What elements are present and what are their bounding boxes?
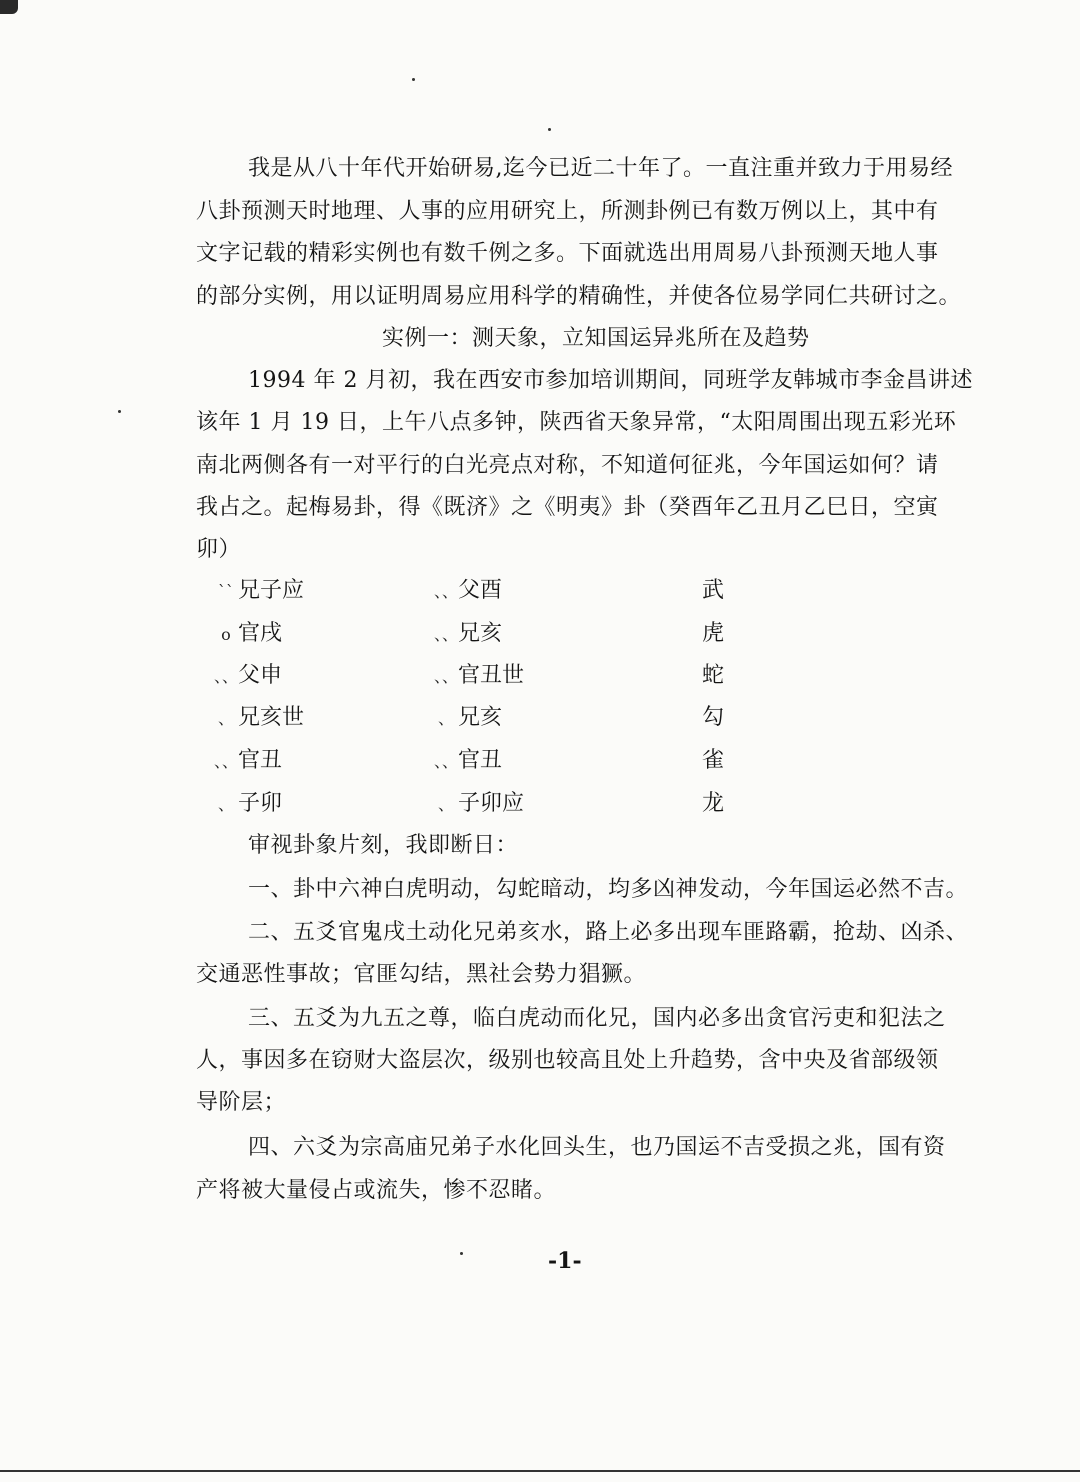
story-line: 卯） [196,537,242,562]
section-title: 实例一：测天象，立知国运异兆所在及趋势 [382,326,810,351]
hexagram-left-cell [214,703,304,734]
hexagram-mid-cell [434,703,502,734]
scan-corner-mark [0,0,18,14]
bottom-rule [0,1470,1080,1472]
hexagram-spirit: 勾 [702,705,725,730]
story-line: 1994 年 2 月初，我在西安市参加培训期间，同班学友韩城市李金昌讲述 [248,368,973,393]
hexagram-left-text: 官戌 [238,621,283,646]
hexagram-spirit: 武 [702,578,725,603]
story-line: 该年 1 月 19 日，上午八点多钟，陕西省天象异常，“太阳周围出现五彩光环 [196,410,957,435]
judgement-line: 四、六爻为宗高庙兄弟子水化回头生，也乃国运不吉受损之兆，国有资 [248,1135,946,1160]
yao-mark: 、、 [214,752,239,771]
hexagram-left-cell [214,746,282,777]
scan-speck [460,1252,463,1255]
story-line: 南北两侧各有一对平行的白光亮点对称，不知道何征兆，今年国运如何？请 [196,453,939,478]
hexagram-mid-cell [434,746,502,777]
judgement-line: 三、五爻为九五之尊，临白虎动而化兄，国内必多出贪官污吏和犯法之 [248,1006,946,1031]
hexagram-left-text: 官丑 [238,748,283,773]
intro-line: 的部分实例，用以证明周易应用科学的精确性，并使各位易学同仁共研讨之。 [196,284,962,309]
hexagram-mid-cell [434,789,524,820]
yao-mark: 、、 [434,752,459,771]
hexagram-spirit: 虎 [702,621,725,646]
page-number: -1- [548,1248,582,1274]
hexagram-spirit: 蛇 [702,663,725,688]
hexagram-mid-text: 兄亥 [458,621,503,646]
scan-speck [548,128,551,131]
intro-line: 文字记载的精彩实例也有数千例之多。下面就选出用周易八卦预测天地人事 [196,241,939,266]
hexagram-left-text: 父申 [238,663,283,688]
hexagram-mid-cell [434,661,524,692]
intro-line: 我是从八十年代开始研易,迄今已近二十年了。一直注重并致力于用易经 [248,156,953,181]
hexagram-left-cell [214,661,282,692]
hexagram-left-cell [214,576,304,607]
hexagram-left-cell [214,619,282,650]
judgement-line: 产将被大量侵占或流失，惨不忍睹。 [196,1178,557,1203]
yao-mark: o [221,625,231,644]
yao-mark: 、 [217,795,234,814]
hexagram-mid-text: 父酉 [458,578,503,603]
hexagram-left-text: 兄子应 [238,578,305,603]
yao-mark: 、 [437,795,454,814]
hexagram-mid-text: 兄亥 [458,705,503,730]
yao-mark: 、、 [214,667,239,686]
hexagram-left-text: 兄亥世 [238,705,305,730]
yao-mark: 、、 [434,667,459,686]
hexagram-left-cell [214,789,282,820]
hexagram-left-text: 子卯 [238,791,283,816]
judgement-line: 人，事因多在窃财大盗层次，级别也较高且处上升趋势，含中央及省部级领 [196,1048,939,1073]
scan-speck [118,410,121,413]
yao-mark: 、 [437,709,454,728]
hexagram-spirit: 龙 [702,791,725,816]
scan-speck [412,78,415,81]
judgement-line: 一、卦中六神白虎明动，勾蛇暗动，均多凶神发动，今年国运必然不吉。 [248,877,969,902]
story-line: 我占之。起梅易卦，得《既济》之《明夷》卦（癸酉年乙丑月乙巳日，空寅 [196,495,939,520]
judgement-intro: 审视卦象片刻，我即断日： [248,833,519,858]
hexagram-mid-cell [434,576,502,607]
judgement-line: 交通恶性事故；官匪勾结，黑社会势力猖獗。 [196,962,647,987]
hexagram-spirit: 雀 [702,748,725,773]
hexagram-mid-text: 官丑世 [458,663,525,688]
hexagram-mid-text: 子卯应 [458,791,525,816]
judgement-line: 导阶层； [196,1090,287,1115]
yao-mark: 、 [217,709,234,728]
hexagram-mid-cell [434,619,502,650]
yao-mark: 、、 [434,582,459,601]
intro-line: 八卦预测天时地理、人事的应用研究上，所测卦例已有数万例以上，其中有 [196,199,939,224]
yao-mark: `` [218,582,234,601]
judgement-line: 二、五爻官鬼戌土动化兄弟亥水，路上必多出现车匪路霸，抢劫、凶杀、 [248,920,969,945]
hexagram-mid-text: 官丑 [458,748,503,773]
yao-mark: 、、 [434,625,459,644]
